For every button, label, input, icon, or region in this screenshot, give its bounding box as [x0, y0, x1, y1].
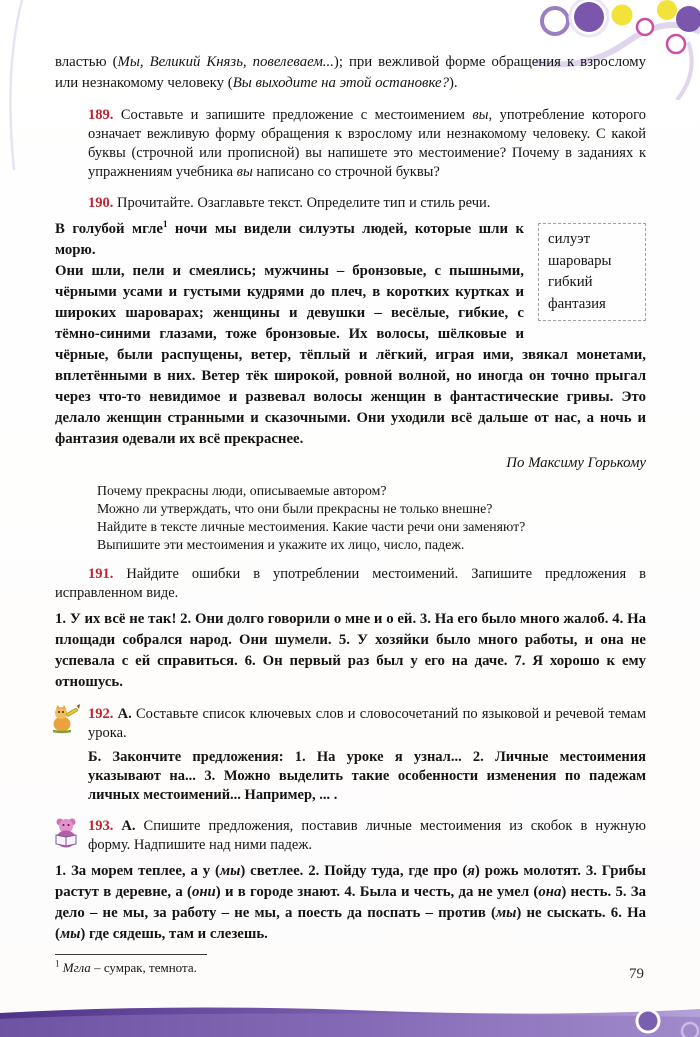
- footer-wave-decoration: [0, 1003, 700, 1037]
- exercise-189-text: Составьте и запишите предложение с местоимением вы, употребление которого означает вежливую форму обращения к взрослому или незнакомому человеку. С какой буквы (строчной или прописной) вы напишете это местоимение? Почему в заданиях к упражнениям учебника вы написано со строчной буквы?: [88, 107, 647, 180]
- intro-paragraph: властью (Мы, Великий Князь, повелеваем...); при вежливой форме обращения к взрослому или незнакомому человеку (Вы выходите на этой остановке?).: [55, 54, 646, 91]
- story-block: [55, 219, 646, 473]
- question: Найдите в тексте личные местоимения. Какие части речи они заменяют?: [97, 519, 526, 534]
- exercise-189: [88, 106, 646, 182]
- vocabulary-box: [538, 223, 646, 321]
- exercise-192-number: 192.: [88, 706, 114, 722]
- story-paragraph-1: В голубой мгле$^1$ ночи мы видели силуэты людей, которые шли к морю.: [55, 219, 524, 258]
- exercise-192: [88, 705, 646, 805]
- footnote-rule: [55, 954, 207, 955]
- exercise-191: [55, 565, 646, 603]
- story-paragraph-2: Они шли, пели и смеялись; мужчины – бронзовые, с пышными, чёрными усами и густыми кудрями до плеч, в коротких куртках и широких шароварах; женщины и девушки – весёлые, гибкие, с тёмно-синими глазами, тоже бронзовые. Их волосы, шёлковые и чёрные, были распущены, ветер, тёплый и лёгкий, играя ими, звякал монетами, вплетёнными в них. Ветер тёк широкой, ровной волной, но иногда он точно прыгал через что-то невидимое и развевал волосы женщин в фантастические гривы. Это делало женщин странными и сказочными. Они уходили всё дальше от нас, а ночь и фантазия одевали их всё прекраснее.: [55, 263, 646, 447]
- vocab-word: шаровары: [548, 252, 612, 269]
- exercise-193-number: 193.: [88, 818, 114, 834]
- exercise-192-part-a: [88, 705, 646, 743]
- exercise-190: [88, 194, 646, 213]
- footnote-text: $^1$ Мгла – сумрак, темнота.: [55, 958, 197, 975]
- exercise-193-sentences: 1. За морем теплее, а у (мы) светлее. 2. Пойду туда, где про (я) рожь молотят. 3. Грибы растут в деревне, а (они) и в городе знают. 4. Была и честь, да не умел (она) несть. 5. За дело – не мы, за работу – не мы, а поесть да поспать – против (мы) не сыскать. 6. На (мы) где сядешь, там и слезешь.: [55, 863, 647, 942]
- vocab-word: силуэт: [548, 231, 591, 247]
- footer-decoration: [0, 1003, 700, 1037]
- exercise-189-number: 189.: [88, 107, 114, 123]
- vocab-word: фантазия: [548, 295, 606, 312]
- story-attribution: По Максиму Горькому: [506, 455, 646, 471]
- reading-animal-icon: [51, 816, 81, 848]
- writing-animal-icon: [51, 704, 81, 734]
- question: Можно ли утверждать, что они были прекрасны не только внешне?: [97, 501, 493, 516]
- exercise-190-text: Прочитайте. Озаглавьте текст. Определите тип и стиль речи.: [117, 195, 491, 211]
- question: Почему прекрасны люди, описываемые автором?: [97, 483, 387, 498]
- exercise-193-part-a-text: А. Спишите предложения, поставив личные местоимения из скобок в нужную форму. Надпишите над ними падеж.: [88, 818, 646, 853]
- exercise-192-part-a-text: А. Составьте список ключевых слов и словосочетаний по языковой и речевой темам урока.: [88, 706, 646, 741]
- footnote: [55, 954, 646, 976]
- exercise-193: [88, 817, 646, 855]
- exercise-191-sentences: 1. У их всё не так! 2. Они долго говорили о мне и о ей. 3. На его было много жалоб. 4. На площади собрался народ. Они шумели. 5. У хозяйки было много работы, и она не успевала с ей справиться. 6. Он первый раз был у его на даче. 7. Я хорошо к ему отношусь.: [55, 611, 646, 690]
- exercise-191-number: 191.: [88, 566, 114, 582]
- question: Выпишите эти местоимения и укажите их лицо, число, падеж.: [97, 537, 465, 552]
- exercise-193-part-a: [88, 817, 646, 855]
- vocab-word: гибкий: [548, 274, 593, 290]
- exercise-191-text: Найдите ошибки в употреблении местоимений. Запишите предложения в исправленном виде.: [55, 566, 646, 601]
- exercise-192-part-b: Б. Закончите предложения: 1. На уроке я узнал... 2. Личные местоимения указывают на... 3. Можно выделить такие особенности изменения по падежам личных местоимений... Например, ... .: [88, 749, 646, 803]
- page-number: 79: [629, 966, 644, 982]
- exercise-190-number: 190.: [88, 195, 114, 211]
- questions-block: [97, 482, 646, 554]
- page-content: [55, 52, 646, 976]
- left-edge-curve-decoration: [0, 0, 26, 170]
